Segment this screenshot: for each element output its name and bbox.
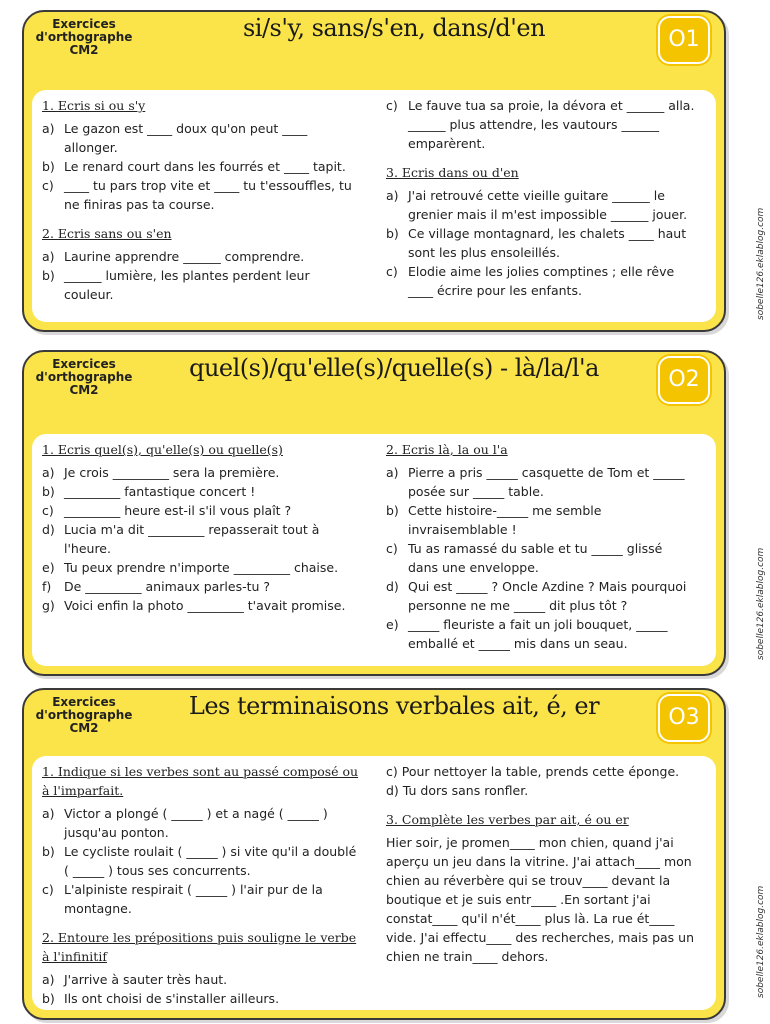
exercise-item	[42, 520, 360, 558]
item-letter: b)	[42, 484, 55, 499]
card-body	[32, 756, 716, 1010]
brand-line: CM2	[69, 383, 99, 397]
item-letter: f)	[42, 579, 52, 594]
section-heading: 2. Ecris sans ou s'en	[42, 226, 172, 241]
brand-label	[34, 696, 134, 735]
exercise-item	[42, 482, 360, 501]
right-column	[386, 762, 696, 966]
item-letter: a)	[42, 249, 55, 264]
exercise-item	[42, 501, 360, 520]
item-text: Victor a plongé ( _____ ) et a nagé ( _____ ) jusqu'au ponton.	[64, 806, 328, 840]
item-text: Le gazon est ____ doux qu'on peut ____ allonger.	[64, 121, 308, 155]
section-gap	[386, 153, 696, 163]
item-text: Laurine apprendre ______ comprendre.	[64, 249, 305, 264]
exercise-item	[42, 176, 360, 214]
item-letter: b)	[42, 844, 55, 859]
section-heading: 3. Complète les verbes par ait, é ou er	[386, 812, 629, 827]
brand-label	[34, 18, 134, 57]
item-letter: c)	[386, 264, 398, 279]
exercise-item	[42, 842, 360, 880]
exercise-item	[386, 262, 696, 300]
exercise-item	[386, 463, 696, 501]
exercise-item	[42, 804, 360, 842]
exercise-item	[386, 186, 696, 224]
item-letter: c)	[42, 882, 54, 897]
item-text: Ce village montagnard, les chalets ____ haut sont les plus ensoleillés.	[408, 226, 687, 260]
item-text: De _________ animaux parles-tu ?	[64, 579, 271, 594]
item-text: J'arrive à sauter très haut.	[64, 972, 228, 987]
item-letter: e)	[42, 560, 55, 575]
exercise-item	[42, 989, 360, 1008]
item-text: Le fauve tua sa proie, la dévora et ______ alla. ______ plus attendre, les vautours ______ emparèrent.	[408, 98, 695, 151]
exercise-item	[386, 539, 696, 577]
card-header	[24, 690, 724, 750]
brand-line: d'orthographe	[35, 708, 133, 722]
exercise-item	[42, 266, 360, 304]
exercise-item	[386, 577, 696, 615]
side-credit: sobelle126.eklablog.com	[756, 885, 766, 998]
item-letter: e)	[386, 617, 399, 632]
item-text: ____ tu pars trop vite et ____ tu t'essouffles, tu ne finiras pas ta course.	[64, 178, 352, 212]
item-text: Le cycliste roulait ( _____ ) si vite qu'il a doublé ( _____ ) tous ses concurrents.	[64, 844, 357, 878]
left-column	[42, 440, 360, 615]
section-heading: 2. Ecris là, la ou l'a	[386, 442, 508, 457]
item-text: Hier soir, je promen____ mon chien, quand j'ai aperçu un jeu dans la vitrine. J'ai attach____ mon chien au réverbère qui se trouv____ devant la boutique et je suis entr____ .En sortant j'ai constat____ qu'il n'ét____ plus là. La rue ét____ vide. J'ai effectu____ des recherches, mais pas un chien ne train____ dehors.	[386, 835, 695, 964]
item-text: Lucia m'a dit _________ repasserait tout à l'heure.	[64, 522, 320, 556]
exercise-item	[42, 596, 360, 615]
brand-label	[34, 358, 134, 397]
item-text: Elodie aime les jolies comptines ; elle rêve ____ écrire pour les enfants.	[408, 264, 675, 298]
item-text: Qui est _____ ? Oncle Azdine ? Mais pourquoi personne ne me _____ dit plus tôt ?	[408, 579, 687, 613]
section-gap	[386, 800, 696, 810]
item-text: _________ fantastique concert !	[64, 484, 256, 499]
item-letter: b)	[42, 991, 55, 1006]
section-heading: 1. Ecris quel(s), qu'elle(s) ou quelle(s)	[42, 442, 283, 457]
item-letter: a)	[42, 465, 55, 480]
exercise-card	[22, 10, 726, 332]
exercise-item	[386, 762, 696, 781]
item-text: L'alpiniste respirait ( _____ ) l'air pur de la montagne.	[64, 882, 323, 916]
item-letter: d)	[42, 522, 55, 537]
card-number-badge: O2	[658, 356, 710, 404]
item-text: d) Tu dors sans ronfler.	[386, 783, 529, 798]
exercise-card	[22, 350, 726, 676]
exercise-item	[42, 247, 360, 266]
item-text: _________ heure est-il s'il vous plaît ?	[64, 503, 292, 518]
item-text: c) Pour nettoyer la table, prends cette éponge.	[386, 764, 680, 779]
item-letter: a)	[42, 806, 55, 821]
section-heading: 2. Entoure les prépositions puis souligne le verbe à l'infinitif	[42, 930, 357, 964]
brand-line: CM2	[69, 721, 99, 735]
left-column	[42, 762, 360, 1008]
exercise-item	[42, 119, 360, 157]
item-letter: c)	[42, 178, 54, 193]
exercise-item	[42, 558, 360, 577]
side-credit: sobelle126.eklablog.com	[756, 207, 766, 320]
item-letter: b)	[42, 268, 55, 283]
item-letter: g)	[42, 598, 55, 613]
item-letter: b)	[42, 159, 55, 174]
card-title: si/s'y, sans/s'en, dans/d'en	[242, 14, 546, 42]
card-body	[32, 90, 716, 322]
section-heading: 3. Ecris dans ou d'en	[386, 165, 519, 180]
brand-line: Exercices	[52, 695, 116, 709]
card-number-badge: O1	[658, 16, 710, 64]
card-header	[24, 352, 724, 412]
brand-line: Exercices	[52, 17, 116, 31]
brand-line: CM2	[69, 43, 99, 57]
section-heading: 1. Ecris si ou s'y	[42, 98, 146, 113]
card-header	[24, 12, 724, 72]
section-heading: 1. Indique si les verbes sont au passé composé ou à l'imparfait.	[42, 764, 359, 798]
exercise-item	[42, 880, 360, 918]
exercise-item	[386, 833, 696, 966]
item-text: ______ lumière, les plantes perdent leur couleur.	[64, 268, 310, 302]
item-text: Ils ont choisi de s'installer ailleurs.	[64, 991, 280, 1006]
side-credit: sobelle126.eklablog.com	[756, 547, 766, 660]
exercise-item	[42, 463, 360, 482]
item-letter: a)	[386, 188, 399, 203]
item-text: Cette histoire-_____ me semble invraisemblable !	[408, 503, 602, 537]
card-number-badge: O3	[658, 694, 710, 742]
item-letter: a)	[386, 465, 399, 480]
item-letter: c)	[386, 98, 398, 113]
item-text: _____ fleuriste a fait un joli bouquet, _____ emballé et _____ mis dans un seau.	[408, 617, 668, 651]
exercise-item	[42, 157, 360, 176]
item-letter: b)	[386, 226, 399, 241]
item-letter: c)	[42, 503, 54, 518]
item-text: Pierre a pris _____ casquette de Tom et _____ posée sur _____ table.	[408, 465, 685, 499]
exercise-item	[386, 501, 696, 539]
item-letter: a)	[42, 121, 55, 136]
item-letter: a)	[42, 972, 55, 987]
section-gap	[42, 918, 360, 928]
exercise-item	[386, 96, 696, 153]
item-text: Tu peux prendre n'importe _________ chaise.	[64, 560, 339, 575]
left-column	[42, 96, 360, 304]
exercise-item	[386, 615, 696, 653]
item-text: Tu as ramassé du sable et tu _____ glissé dans une enveloppe.	[408, 541, 663, 575]
card-title: quel(s)/qu'elle(s)/quelle(s) - là/la/l'a	[189, 354, 599, 382]
item-text: Voici enfin la photo _________ t'avait promise.	[64, 598, 346, 613]
exercise-item	[42, 970, 360, 989]
card-title: Les terminaisons verbales ait, é, er	[188, 692, 600, 720]
exercise-card	[22, 688, 726, 1020]
item-letter: d)	[386, 579, 399, 594]
item-letter: b)	[386, 503, 399, 518]
brand-line: d'orthographe	[35, 370, 133, 384]
item-text: Le renard court dans les fourrés et ____ tapit.	[64, 159, 346, 174]
right-column	[386, 96, 696, 300]
item-letter: c)	[386, 541, 398, 556]
item-text: J'ai retrouvé cette vieille guitare ______ le grenier mais il m'est impossible ______ jouer.	[408, 188, 688, 222]
exercise-item	[42, 577, 360, 596]
card-body	[32, 434, 716, 666]
brand-line: Exercices	[52, 357, 116, 371]
section-gap	[42, 214, 360, 224]
exercise-item	[386, 224, 696, 262]
item-text: Je crois _________ sera la première.	[64, 465, 280, 480]
exercise-item	[386, 781, 696, 800]
right-column	[386, 440, 696, 653]
brand-line: d'orthographe	[35, 30, 133, 44]
